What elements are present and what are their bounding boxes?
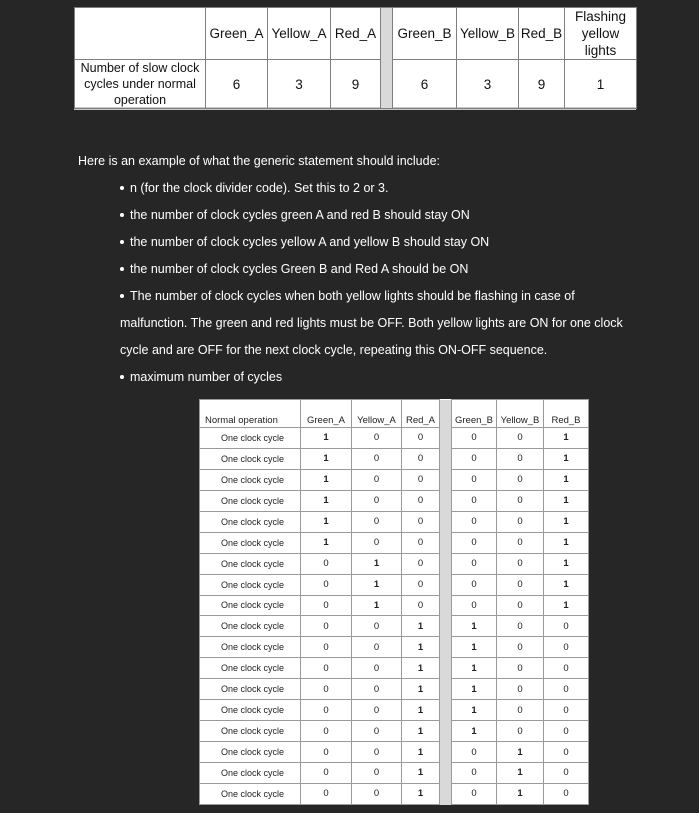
signal-cell: 0 xyxy=(352,742,402,763)
signal-cell: 1 xyxy=(402,783,440,804)
bullet-dot-icon xyxy=(120,375,124,379)
signal-cell: 0 xyxy=(497,553,544,574)
signal-cell: 0 xyxy=(301,742,352,763)
signal-cell: 1 xyxy=(544,511,589,532)
operation-separator xyxy=(440,637,452,658)
row-label: One clock cycle xyxy=(200,469,301,490)
signal-cell: 1 xyxy=(301,490,352,511)
signal-cell: 0 xyxy=(352,490,402,511)
operation-table-title: Normal operation xyxy=(200,400,301,428)
signal-cell: 0 xyxy=(452,763,497,784)
operation-separator xyxy=(440,532,452,553)
signal-cell: 0 xyxy=(544,763,589,784)
signal-cell: 0 xyxy=(497,721,544,742)
signal-cell: 0 xyxy=(402,553,440,574)
signal-cell: 0 xyxy=(452,742,497,763)
signal-cell: 0 xyxy=(352,532,402,553)
table-row xyxy=(200,783,589,804)
signal-cell: 0 xyxy=(352,679,402,700)
operation-header: Green_A xyxy=(301,400,352,428)
bullet-continuation: cycle and are OFF for the next clock cycle, repeating this ON-OFF sequence. xyxy=(120,343,548,357)
signal-cell: 0 xyxy=(352,511,402,532)
signal-cell: 1 xyxy=(544,469,589,490)
signal-cell: 0 xyxy=(352,783,402,804)
signal-cell: 0 xyxy=(452,595,497,616)
summary-value: 3 xyxy=(457,60,519,109)
summary-header: Yellow_A xyxy=(268,8,331,60)
signal-cell: 1 xyxy=(352,574,402,595)
signal-cell: 0 xyxy=(301,658,352,679)
operation-separator xyxy=(440,721,452,742)
row-label: One clock cycle xyxy=(200,742,301,763)
signal-cell: 1 xyxy=(402,700,440,721)
bullet-continuation: malfunction. The green and red lights must be OFF. Both yellow lights are ON for one clock xyxy=(120,316,623,330)
row-label: One clock cycle xyxy=(200,658,301,679)
signal-cell: 1 xyxy=(301,532,352,553)
signal-cell: 1 xyxy=(544,490,589,511)
operation-separator xyxy=(440,574,452,595)
summary-header: Green_B xyxy=(393,8,457,60)
table-row xyxy=(200,658,589,679)
signal-cell: 1 xyxy=(301,469,352,490)
signal-cell: 0 xyxy=(497,658,544,679)
table-row xyxy=(200,574,589,595)
operation-separator xyxy=(440,469,452,490)
operation-separator xyxy=(440,742,452,763)
bullet-item: the number of clock cycles Green B and Red A should be ON xyxy=(120,262,468,276)
signal-cell: 0 xyxy=(301,700,352,721)
bullet-item: the number of clock cycles green A and red B should stay ON xyxy=(120,208,470,222)
signal-cell: 1 xyxy=(544,448,589,469)
signal-cell: 0 xyxy=(301,783,352,804)
signal-cell: 0 xyxy=(497,448,544,469)
operation-header: Red_B xyxy=(544,400,589,428)
signal-cell: 0 xyxy=(544,742,589,763)
row-label: One clock cycle xyxy=(200,428,301,449)
table-row xyxy=(200,448,589,469)
signal-cell: 0 xyxy=(497,574,544,595)
summary-header-flashing: Flashing yellow lights xyxy=(565,8,637,60)
bullet-dot-icon xyxy=(120,240,124,244)
signal-cell: 1 xyxy=(544,553,589,574)
row-label: One clock cycle xyxy=(200,721,301,742)
operation-separator xyxy=(440,400,452,428)
signal-cell: 0 xyxy=(452,783,497,804)
signal-cell: 1 xyxy=(301,428,352,449)
bullet-item: the number of clock cycles yellow A and yellow B should stay ON xyxy=(120,235,489,249)
signal-cell: 1 xyxy=(402,679,440,700)
signal-cell: 0 xyxy=(352,637,402,658)
operation-separator xyxy=(440,658,452,679)
signal-cell: 0 xyxy=(497,616,544,637)
row-label: One clock cycle xyxy=(200,763,301,784)
bullet-dot-icon xyxy=(120,267,124,271)
signal-cell: 0 xyxy=(402,574,440,595)
signal-cell: 0 xyxy=(452,428,497,449)
signal-cell: 1 xyxy=(402,742,440,763)
signal-cell: 0 xyxy=(544,658,589,679)
signal-cell: 0 xyxy=(352,428,402,449)
operation-header: Red_A xyxy=(402,400,440,428)
row-label: One clock cycle xyxy=(200,783,301,804)
signal-cell: 0 xyxy=(544,637,589,658)
signal-cell: 1 xyxy=(452,679,497,700)
signal-cell: 0 xyxy=(452,511,497,532)
table-row xyxy=(200,428,589,449)
signal-cell: 0 xyxy=(402,448,440,469)
signal-cell: 0 xyxy=(497,532,544,553)
bullet-item: maximum number of cycles xyxy=(120,370,282,384)
operation-separator xyxy=(440,511,452,532)
notes-section xyxy=(0,0,699,400)
signal-cell: 0 xyxy=(544,721,589,742)
signal-cell: 0 xyxy=(497,595,544,616)
bullet-item: n (for the clock divider code). Set this to 2 or 3. xyxy=(120,181,388,195)
signal-cell: 0 xyxy=(452,448,497,469)
signal-cell: 0 xyxy=(301,721,352,742)
signal-cell: 0 xyxy=(301,595,352,616)
row-label: One clock cycle xyxy=(200,574,301,595)
signal-cell: 0 xyxy=(352,616,402,637)
signal-cell: 1 xyxy=(544,532,589,553)
signal-cell: 1 xyxy=(497,783,544,804)
operation-separator xyxy=(440,595,452,616)
table-row xyxy=(200,721,589,742)
signal-cell: 0 xyxy=(497,490,544,511)
row-label: One clock cycle xyxy=(200,448,301,469)
signal-cell: 0 xyxy=(402,490,440,511)
signal-cell: 0 xyxy=(402,469,440,490)
signal-cell: 1 xyxy=(352,595,402,616)
operation-separator xyxy=(440,679,452,700)
summary-value: 9 xyxy=(331,60,381,109)
bullet-dot-icon xyxy=(120,294,124,298)
signal-cell: 1 xyxy=(402,658,440,679)
signal-cell: 0 xyxy=(497,511,544,532)
bullet-dot-icon xyxy=(120,186,124,190)
bullet-dot-icon xyxy=(120,213,124,217)
operation-header: Green_B xyxy=(452,400,497,428)
signal-cell: 0 xyxy=(402,428,440,449)
row-label: One clock cycle xyxy=(200,553,301,574)
summary-value: 9 xyxy=(519,60,565,109)
table-row xyxy=(200,532,589,553)
bullet-item: The number of clock cycles when both yellow lights should be flashing in case of xyxy=(120,289,575,303)
signal-cell: 1 xyxy=(301,511,352,532)
operation-separator xyxy=(440,553,452,574)
signal-cell: 0 xyxy=(452,574,497,595)
signal-cell: 0 xyxy=(544,616,589,637)
notes-intro: Here is an example of what the generic statement should include: xyxy=(78,154,441,168)
operation-separator xyxy=(440,783,452,804)
signal-cell: 0 xyxy=(352,448,402,469)
signal-cell: 0 xyxy=(301,637,352,658)
signal-cell: 0 xyxy=(544,700,589,721)
signal-cell: 0 xyxy=(352,721,402,742)
operation-header: Yellow_B xyxy=(497,400,544,428)
signal-cell: 1 xyxy=(452,637,497,658)
operation-separator xyxy=(440,763,452,784)
summary-value: 6 xyxy=(206,60,268,109)
signal-cell: 1 xyxy=(352,553,402,574)
row-label: One clock cycle xyxy=(200,637,301,658)
signal-cell: 0 xyxy=(352,658,402,679)
row-label: One clock cycle xyxy=(200,700,301,721)
signal-cell: 0 xyxy=(402,532,440,553)
signal-cell: 0 xyxy=(452,553,497,574)
operation-separator xyxy=(440,616,452,637)
signal-cell: 1 xyxy=(402,721,440,742)
signal-cell: 0 xyxy=(544,783,589,804)
table-row xyxy=(200,616,589,637)
signal-cell: 0 xyxy=(402,595,440,616)
signal-cell: 0 xyxy=(301,553,352,574)
signal-cell: 0 xyxy=(497,637,544,658)
signal-cell: 0 xyxy=(452,490,497,511)
signal-cell: 0 xyxy=(301,574,352,595)
row-label: One clock cycle xyxy=(200,511,301,532)
signal-cell: 1 xyxy=(544,428,589,449)
summary-header: Red_B xyxy=(519,8,565,60)
operation-separator xyxy=(440,490,452,511)
signal-cell: 1 xyxy=(452,616,497,637)
signal-cell: 1 xyxy=(301,448,352,469)
table-row xyxy=(200,679,589,700)
row-label: One clock cycle xyxy=(200,595,301,616)
signal-cell: 1 xyxy=(497,742,544,763)
signal-cell: 1 xyxy=(544,574,589,595)
table-row xyxy=(200,742,589,763)
signal-cell: 1 xyxy=(544,595,589,616)
signal-cell: 0 xyxy=(352,469,402,490)
signal-cell: 1 xyxy=(497,763,544,784)
table-row xyxy=(200,700,589,721)
signal-cell: 0 xyxy=(497,679,544,700)
signal-cell: 0 xyxy=(497,469,544,490)
signal-cell: 0 xyxy=(352,700,402,721)
summary-header: Green_A xyxy=(206,8,268,60)
signal-cell: 1 xyxy=(452,700,497,721)
operation-header: Yellow_A xyxy=(352,400,402,428)
table-row xyxy=(200,763,589,784)
signal-cell: 1 xyxy=(452,721,497,742)
signal-cell: 0 xyxy=(301,616,352,637)
signal-cell: 0 xyxy=(452,532,497,553)
summary-row-label: Number of slow clock cycles under normal operation xyxy=(75,60,206,109)
row-label: One clock cycle xyxy=(200,490,301,511)
table-row xyxy=(200,490,589,511)
signal-cell: 0 xyxy=(402,511,440,532)
summary-header: Yellow_B xyxy=(457,8,519,60)
summary-value: 3 xyxy=(268,60,331,109)
row-label: One clock cycle xyxy=(200,616,301,637)
summary-value: 6 xyxy=(393,60,457,109)
table-row xyxy=(200,637,589,658)
row-label: One clock cycle xyxy=(200,532,301,553)
signal-cell: 0 xyxy=(497,700,544,721)
row-label: One clock cycle xyxy=(200,679,301,700)
signal-cell: 0 xyxy=(452,469,497,490)
signal-cell: 1 xyxy=(402,616,440,637)
signal-cell: 1 xyxy=(402,763,440,784)
signal-cell: 0 xyxy=(497,428,544,449)
summary-value: 1 xyxy=(565,60,637,109)
table-row xyxy=(200,469,589,490)
operation-separator xyxy=(440,700,452,721)
summary-header: Red_A xyxy=(331,8,381,60)
signal-cell: 0 xyxy=(301,679,352,700)
table-row xyxy=(200,511,589,532)
signal-cell: 0 xyxy=(352,763,402,784)
signal-cell: 1 xyxy=(402,637,440,658)
operation-separator xyxy=(440,448,452,469)
signal-cell: 1 xyxy=(452,658,497,679)
signal-cell: 0 xyxy=(544,679,589,700)
operation-separator xyxy=(440,428,452,449)
table-row xyxy=(200,595,589,616)
table-row xyxy=(200,553,589,574)
signal-cell: 0 xyxy=(301,763,352,784)
operation-table xyxy=(199,399,588,805)
